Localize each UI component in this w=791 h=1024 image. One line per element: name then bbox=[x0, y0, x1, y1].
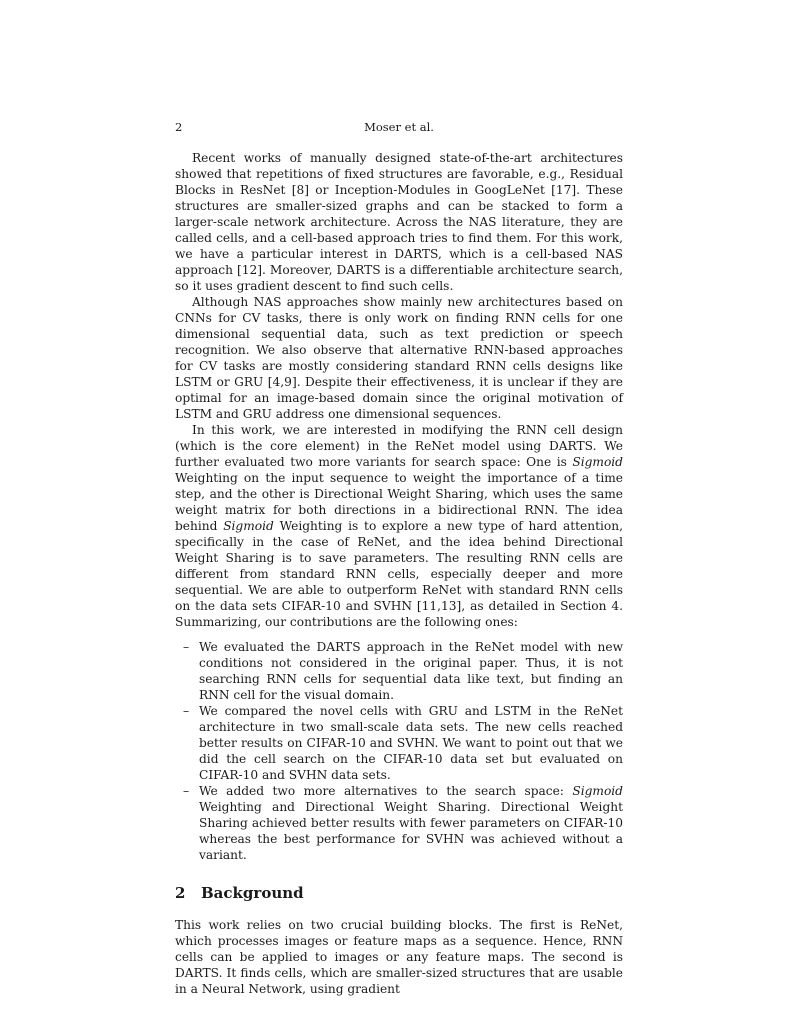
emphasis-sigmoid: Sigmoid bbox=[572, 455, 623, 469]
list-item bbox=[175, 703, 623, 783]
section-title: Background bbox=[201, 884, 304, 902]
paragraph-intro-1: Recent works of manually designed state-of-the-art architectures showed that repetitions of fixed structures are favorable, e.g., Residual Blocks in ResNet [8] or Inception-Modules in GoogLeNet [17]. These structures are smaller-sized graphs and can be stacked to form a larger-scale network architecture. Across the NAS literature, they are called cells, and a cell-based approach tries to find them. For this work, we have a particular interest in DARTS, which is a cell-based NAS approach [12]. Moreover, DARTS is a differentiable architecture search, so it uses gradient descent to find such cells. bbox=[175, 151, 623, 293]
paragraph-intro-2: Although NAS approaches show mainly new architectures based on CNNs for CV tasks, there is only work on finding RNN cells for one dimensional sequential data, such as text prediction or speech recognition. We also observe that alternative RNN-based approaches for CV tasks are mostly considering standard RNN cells designs like LSTM or GRU [4,9]. Despite their effectiveness, it is unclear if they are optimal for an image-based domain since the original motivation of LSTM and GRU address one dimensional sequences. bbox=[175, 295, 623, 421]
paragraph-background-1: This work relies on two crucial building blocks. The first is ReNet, which processes images or feature maps as a sequence. Hence, RNN cells can be applied to images or any feature maps. The second is DARTS. It finds cells, which are smaller-sized structures that are usable in a Neural Network, using gradient bbox=[175, 918, 623, 996]
text-segment: Weighting is to explore a new type of hard attention, specifically in the case of ReNet, and the idea behind Directional Weight Sharing is to save parameters. The resulting RNN cells are different from standard RNN cells, especially deeper and more sequential. We are able to outperform ReNet with standard RNN cells on the data sets CIFAR-10 and SVHN [11,13], as detailed in Section 4. Summarizing, our contributions are the following ones: bbox=[175, 519, 623, 629]
list-item bbox=[175, 783, 623, 863]
list-item-text: We compared the novel cells with GRU and LSTM in the ReNet architecture in two small-scale data sets. The new cells reached better results on CIFAR-10 and SVHN. We want to point out that we did the cell search on the CIFAR-10 data set but evaluated on CIFAR-10 and SVHN data sets. bbox=[199, 704, 623, 782]
contributions-list bbox=[175, 639, 623, 863]
text-segment: In this work, we are interested in modifying the RNN cell design (which is the core element) in the ReNet model using DARTS. We further evaluated two more variants for search space: One is bbox=[175, 423, 623, 469]
list-dash: – bbox=[183, 704, 190, 718]
list-dash: – bbox=[183, 640, 190, 654]
list-item-text: We evaluated the DARTS approach in the ReNet model with new conditions not considered in the original paper. Thus, it is not searching RNN cells for sequential data like text, but finding an RNN cell for the visual domain. bbox=[199, 640, 623, 702]
running-title: Moser et al. bbox=[364, 120, 434, 134]
emphasis-sigmoid: Sigmoid bbox=[223, 519, 274, 533]
section-heading-background bbox=[175, 883, 623, 903]
page-number: 2 bbox=[175, 120, 183, 134]
paragraph-intro-3 bbox=[175, 422, 623, 630]
text-segment: Weighting and Directional Weight Sharing. Directional Weight Sharing achieved better results with fewer parameters on CIFAR-10 whereas the best performance for SVHN was achieved without a variant. bbox=[199, 800, 623, 862]
emphasis-sigmoid: Sigmoid bbox=[572, 784, 623, 798]
text-segment: We added two more alternatives to the search space: bbox=[199, 784, 573, 798]
list-item-text bbox=[199, 784, 623, 862]
list-item bbox=[175, 639, 623, 703]
body-text bbox=[175, 150, 623, 997]
running-head bbox=[175, 120, 623, 136]
text-segment: Weighting on the input sequence to weight the importance of a time step, and the other is Directional Weight Sharing, which uses the same weight matrix for both directions in a bidirectional RNN. The idea behind bbox=[175, 471, 623, 533]
list-dash: – bbox=[183, 784, 190, 798]
section-number: 2 bbox=[175, 884, 186, 902]
